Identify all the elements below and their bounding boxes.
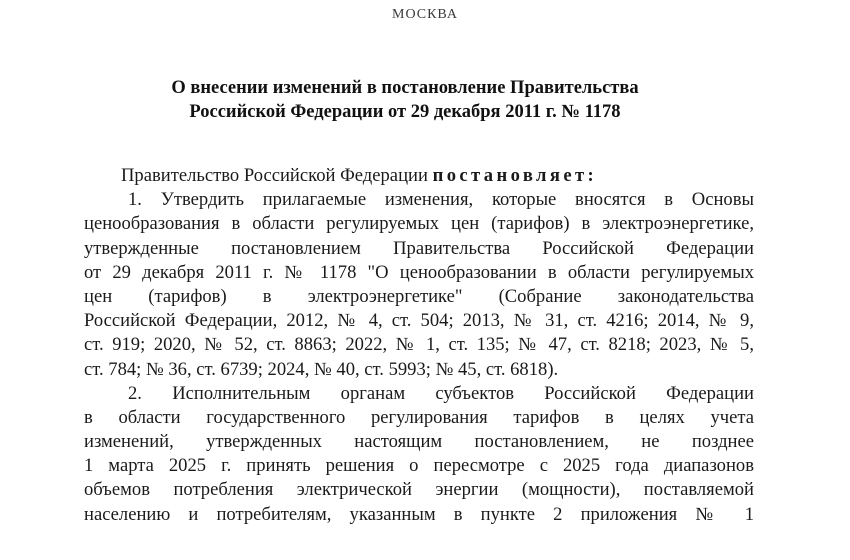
paragraph-line: от 29 декабря 2011 г. № 1178 "О ценообразовании в области регулируемых bbox=[84, 261, 754, 283]
intro-line bbox=[84, 164, 754, 188]
paragraph-line: объемов потребления электрической энергии (мощности), поставляемой bbox=[84, 479, 754, 501]
intro-prefix: Правительство Российской Федерации bbox=[121, 165, 433, 186]
paragraph-line: в области государственного регулирования тарифов в целях учета bbox=[84, 406, 754, 428]
paragraph-line: 1. Утвердить прилагаемые изменения, которые вносятся в Основы bbox=[128, 189, 754, 211]
document-body bbox=[84, 164, 754, 527]
paragraph-line: изменений, утвержденных настоящим постановлением, не позднее bbox=[84, 431, 754, 453]
paragraph-line: утвержденные постановлением Правительства Российской Федерации bbox=[84, 237, 754, 259]
paragraph-line: Российской Федерации, 2012, № 4, ст. 504; 2013, № 31, ст. 4216; 2014, № 9, bbox=[84, 310, 754, 332]
paragraph-1 bbox=[84, 188, 754, 382]
intro-verb: постановляет: bbox=[432, 165, 598, 186]
title-line-1: О внесении изменений в постановление Правительства bbox=[171, 78, 639, 98]
paragraph-line: населению и потребителям, указанным в пункте 2 приложения № 1 bbox=[84, 503, 754, 525]
paragraph-line: ст. 784; № 36, ст. 6739; 2024, № 40, ст. 5993; № 45, ст. 6818). bbox=[84, 358, 559, 380]
paragraph-line: ценообразования в области регулируемых цен (тарифов) в электроэнергетике, bbox=[84, 213, 754, 235]
document-title bbox=[0, 76, 810, 124]
paragraph-line: цен (тарифов) в электроэнергетике" (Собрание законодательства bbox=[84, 285, 754, 307]
title-line-2: Российской Федерации от 29 декабря 2011 г. № 1178 bbox=[189, 102, 621, 122]
paragraph-2 bbox=[84, 382, 754, 527]
city-heading: МОСКВА bbox=[392, 7, 458, 22]
paragraph-line: 2. Исполнительным органам субъектов Российской Федерации bbox=[128, 382, 754, 404]
paragraph-line: ст. 919; 2020, № 52, ст. 8863; 2022, № 1, ст. 135; № 47, ст. 8218; 2023, № 5, bbox=[84, 334, 754, 356]
paragraph-line: 1 марта 2025 г. принять решения о пересмотре с 2025 года диапазонов bbox=[84, 455, 754, 477]
